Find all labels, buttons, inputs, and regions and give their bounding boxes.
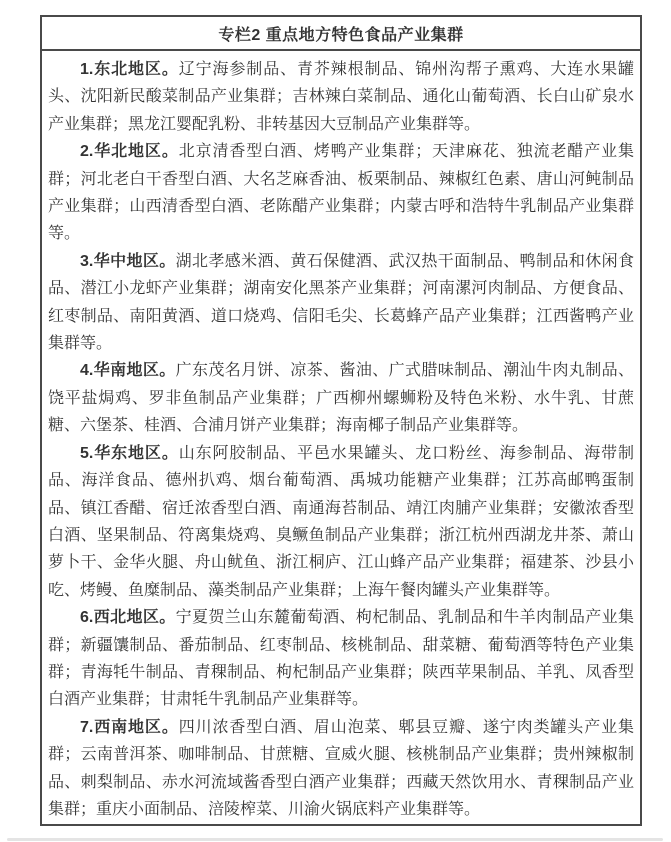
region-text-south-china: 广东茂名月饼、凉茶、酱油、广式腊味制品、潮汕牛肉丸制品、饶平盐焗鸡、罗非鱼制品产业集群；广西柳州螺蛳粉及特色米粉、水牛乳、甘蔗糖、六堡茶、桂酒、合浦月饼产业集群；海南椰子制品产业集群等。 bbox=[48, 362, 634, 435]
region-paragraph-southwest bbox=[48, 714, 634, 824]
special-column-box bbox=[40, 15, 642, 826]
region-label-central-china: 3.华中地区。 bbox=[80, 252, 176, 270]
column-title: 专栏2 重点地方特色食品产业集群 bbox=[42, 17, 640, 51]
region-label-northwest: 6.西北地区。 bbox=[80, 609, 176, 627]
region-label-east-china: 5.华东地区。 bbox=[80, 444, 179, 462]
region-paragraph-central-china bbox=[48, 248, 634, 358]
region-text-southwest: 四川浓香型白酒、眉山泡菜、郫县豆瓣、遂宁肉类罐头产业集群；云南普洱茶、咖啡制品、甘蔗糖、宣威火腿、核桃制品产业集群；贵州辣椒制品、刺梨制品、赤水河流域酱香型白酒产业集群；西藏天然饮用水、青稞制品产业集群；重庆小面制品、涪陵榨菜、川渝火锅底料产业集群等。 bbox=[48, 718, 634, 818]
region-paragraph-north-china bbox=[48, 138, 634, 248]
region-text-central-china: 湖北孝感米酒、黄石保健酒、武汉热干面制品、鸭制品和休闲食品、潜江小龙虾产业集群；湖南安化黑茶产业集群；河南漯河肉制品、方便食品、红枣制品、南阳黄酒、道口烧鸡、信阳毛尖、长葛蜂产品产业集群；江西酱鸭产业集群等。 bbox=[48, 252, 634, 353]
region-text-northeast: 辽宁海参制品、青芥辣根制品、锦州沟帮子熏鸡、大连水果罐头、沈阳新民酸菜制品产业集群；吉林辣白菜制品、通化山葡萄酒、长白山矿泉水产业集群；黑龙江婴配乳粉、非转基因大豆制品产业集群等。 bbox=[48, 61, 634, 133]
region-paragraph-northwest bbox=[48, 604, 634, 714]
region-paragraph-south-china bbox=[48, 357, 634, 439]
page-bottom-divider bbox=[7, 838, 663, 841]
region-label-southwest: 7.西南地区。 bbox=[80, 718, 179, 736]
region-text-east-china: 山东阿胶制品、平邑水果罐头、龙口粉丝、海参制品、海带制品、海洋食品、德州扒鸡、烟台葡萄酒、禹城功能糖产业集群；江苏高邮鸭蛋制品、镇江香醋、宿迁浓香型白酒、南通海苔制品、靖江肉脯产业集群；安徽浓香型白酒、坚果制品、符离集烧鸡、臭鳜鱼制品产业集群；浙江杭州西湖龙井茶、萧山萝卜干、金华火腿、舟山鱿鱼、浙江桐庐、江山蜂产品产业集群；福建茶、沙县小吃、烤鳗、鱼糜制品、藻类制品产业集群；上海午餐肉罐头产业集群等。 bbox=[48, 444, 634, 599]
region-text-northwest: 宁夏贺兰山东麓葡萄酒、枸杞制品、乳制品和牛羊肉制品产业集群；新疆馕制品、番茄制品、红枣制品、核桃制品、甜菜糖、葡萄酒等特色产业集群；青海牦牛制品、青稞制品、枸杞制品产业集群；陕西苹果制品、羊乳、凤香型白酒产业集群；甘肃牦牛乳制品产业集群等。 bbox=[48, 609, 634, 709]
region-paragraph-northeast bbox=[48, 56, 634, 138]
region-label-south-china: 4.华南地区。 bbox=[80, 362, 176, 380]
region-paragraph-east-china bbox=[48, 440, 634, 604]
column-body bbox=[42, 51, 640, 826]
region-label-north-china: 2.华北地区。 bbox=[80, 143, 179, 161]
region-label-northeast: 1.东北地区。 bbox=[80, 61, 179, 78]
region-text-north-china: 北京清香型白酒、烤鸭产业集群；天津麻花、独流老醋产业集群；河北老白干香型白酒、大名芝麻香油、板栗制品、辣椒红色素、唐山河鲀制品产业集群；山西清香型白酒、老陈醋产业集群；内蒙古呼和浩特牛乳制品产业集群等。 bbox=[48, 143, 634, 243]
